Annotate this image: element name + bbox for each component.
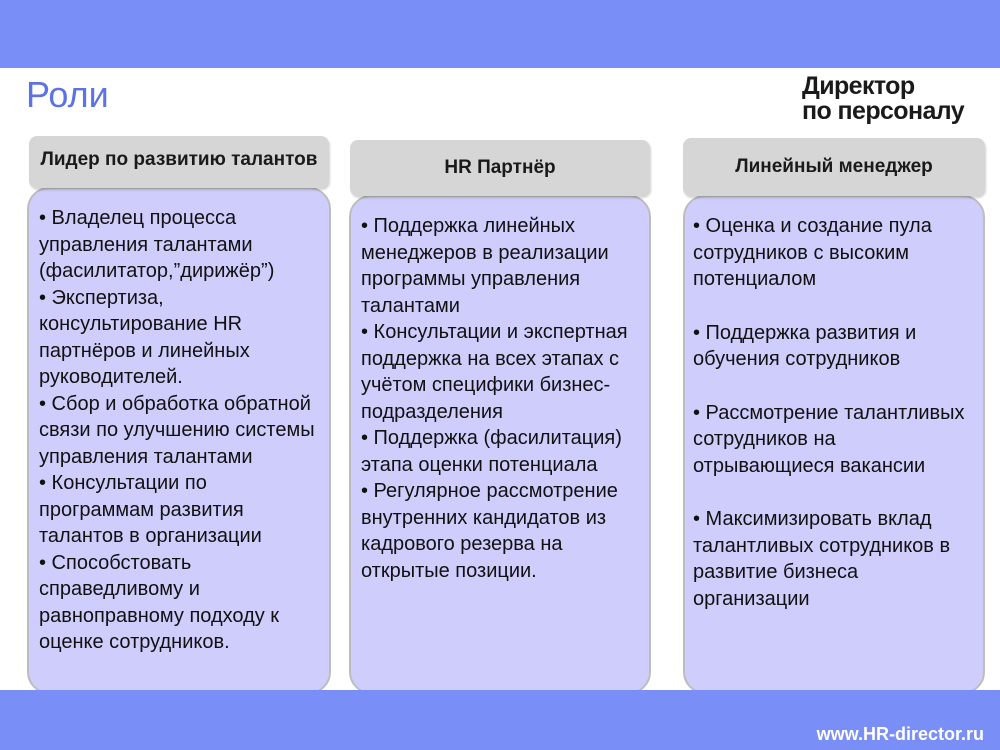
- footer-url: www.HR-director.ru: [816, 724, 984, 744]
- top-band: [0, 0, 1000, 68]
- header-hr-partner: [350, 140, 650, 196]
- header-label: Лидер по развитию талантов: [40, 149, 318, 170]
- content-box-talent-leader: [27, 187, 331, 694]
- slide-title: Роли: [26, 74, 109, 115]
- header-label: Линейный менеджер: [735, 156, 933, 177]
- list-item: • Поддержка линейных менеджеров в реализации программы управления талантами: [361, 215, 609, 317]
- logo-line-2: по персоналу: [802, 97, 965, 125]
- list-item: • Экспертиза, консультирование HR партнёров и линейных руководителей.: [39, 286, 250, 388]
- content-box-line-manager: [683, 195, 985, 694]
- header-talent-leader: [29, 136, 329, 188]
- list-item: • Консультации по программам развития талантов в организации: [39, 472, 262, 547]
- header-line-manager: [683, 138, 985, 196]
- list-item: • Поддержка развития и обучения сотрудников: [693, 321, 917, 370]
- logo: [802, 68, 1000, 128]
- list-item: • Оценка и создание пула сотрудников с высоким потенциалом: [693, 215, 932, 290]
- header-label: HR Партнёр: [444, 157, 556, 178]
- list-item: • Консультации и экспертная поддержка на всех этапах с учётом специфики бизнес-подразделения: [361, 321, 628, 423]
- logo-line-1: Директор: [802, 72, 915, 100]
- list-item: • Рассмотрение талантливых сотрудников на отрывающиеся вакансии: [693, 401, 965, 477]
- list-item: • Максимизировать вклад талантливых сотрудников в развитие бизнеса организации: [693, 508, 951, 610]
- list-item: • Способстовать справедливому и равноправному подходу к оценке сотрудников.: [39, 551, 280, 653]
- list-item: • Владелец процесса управления талантами (фасилитатор,”дирижёр”): [39, 207, 275, 282]
- list-item: • Регулярное рассмотрение внутренних кандидатов из кадрового резерва на открытые позиции.: [361, 480, 618, 582]
- list-item: • Поддержка (фасилитация) этапа оценки потенциала: [361, 427, 622, 476]
- content-box-hr-partner: [349, 195, 651, 694]
- list-item: • Сбор и обработка обратной связи по улучшению системы управления талантами: [39, 392, 315, 468]
